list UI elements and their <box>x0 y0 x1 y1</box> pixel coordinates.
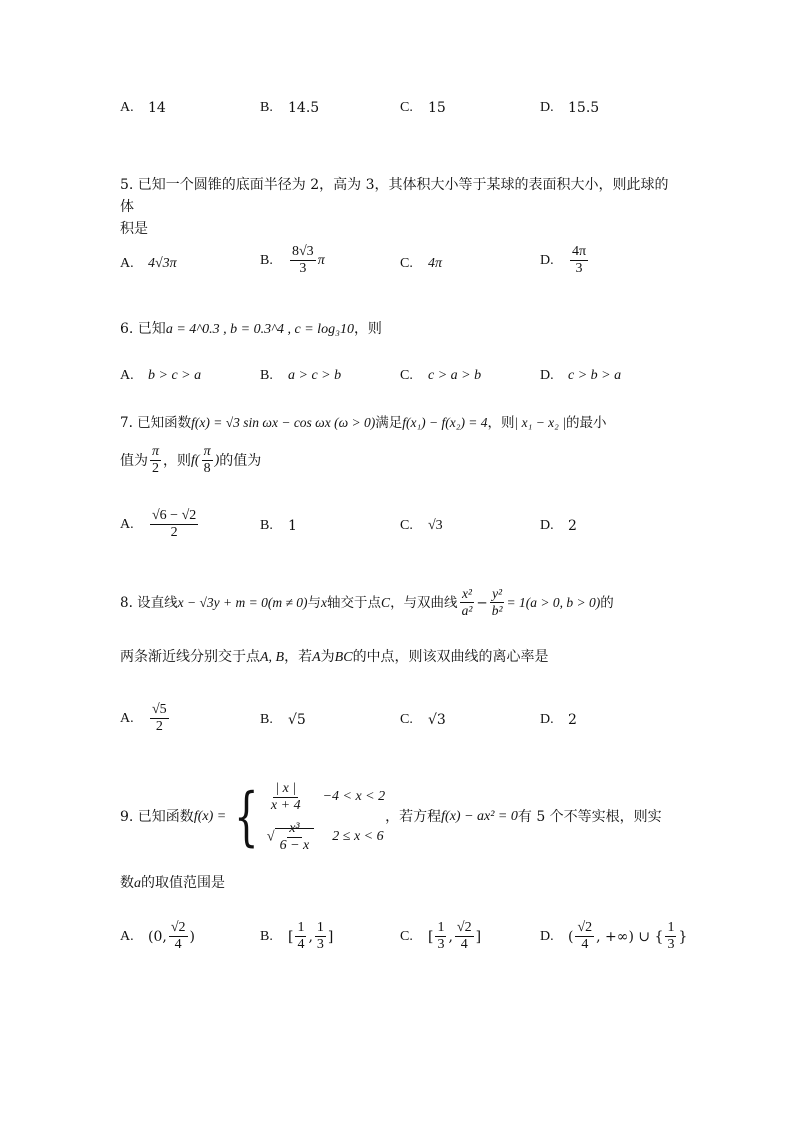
q6-stem: 6. 已知a = 4^0.3 , b = 0.3^4 , c = log₃10，则 <box>120 321 382 337</box>
piece-2: √ $\frac{\text{x³}}{6 - x}$ 2 ≤ x < 6 <box>266 820 384 853</box>
q4-option-d[interactable]: D. 15.5 <box>540 100 600 116</box>
q9-line1: 9. 已知函数 f(x) = { $\frac{| x |}{x + 4}$ −4 < x < 2 √ $\frac{\text{x³}}{6 - x}$ 2 ≤ x < 6 ，若方程 f(x) − ax² = 0 有 5 个不等实根，则实 <box>120 772 680 862</box>
q4-option-c[interactable]: C. 15 <box>400 100 446 116</box>
q6-option-a[interactable]: A. b > c > a <box>120 368 202 383</box>
q8-options <box>120 702 700 744</box>
q5-line2: 积是 <box>120 221 148 237</box>
q4-option-a[interactable]: A. 14 <box>120 100 166 116</box>
q5-option-b[interactable]: B. $\frac{8√3}{3}$ π <box>260 244 325 276</box>
q5-stem <box>120 174 680 240</box>
q8-line1: 8. 设直线 x − √3y + m = 0(m ≠ 0) 与 x 轴交于点 C ，与双曲线 $\frac{\text{x²}}{\text{a²}}$ − $\frac{\text{y²}}{\text{b²}}$ = 1(a > 0, b > 0) 的 <box>120 586 614 618</box>
q7-option-c[interactable]: C. √3 <box>400 518 443 533</box>
q8-option-c[interactable]: C. √3 <box>400 712 446 728</box>
q6-option-c[interactable]: C. c > a > b <box>400 368 482 383</box>
q5-option-d[interactable]: D. $\frac{4\pi}{3}$ <box>540 244 587 276</box>
q5-option-c[interactable]: C. 4π <box>400 256 443 271</box>
q9-option-d[interactable]: D. ( $\frac{√2}{4}$ , +∞) ∪ { $\frac{1}{3}$ } <box>540 920 688 952</box>
q9-option-c[interactable]: C. [ $\frac{1}{3}$ , $\frac{√2}{4}$ ] <box>400 920 482 952</box>
q7-line2: 值为 $\frac{\pi}{2}$ ，则 f( $\frac{\pi}{8}$ ) 的值为 <box>120 444 262 476</box>
q7-pi-over-8: $\frac{\pi}{8}$ <box>203 444 211 476</box>
q7-option-a[interactable]: A. $\frac{√6 - √2}{2}$ <box>120 508 197 540</box>
q8-a-fraction: $\frac{√5}{2}$ <box>152 702 167 734</box>
q8-line2: 两条渐近线分别交于点A, B，若A为BC的中点，则该双曲线的离心率是 <box>120 649 549 665</box>
q9-options <box>120 920 700 962</box>
q8-x2-over-a2: $\frac{\text{x²}}{\text{a²}}$ <box>461 586 473 618</box>
q7-line1: 7. 已知函数f(x) = √3 sin ωx − cos ωx (ω > 0)满足f(x₁) − f(x₂) = 4，则| x₁ − x₂ |的最小 <box>120 415 607 431</box>
q9-option-b[interactable]: B. [ $\frac{1}{4}$ , $\frac{1}{3}$ ] <box>260 920 334 952</box>
q7-pi-over-2: $\frac{\pi}{2}$ <box>152 444 160 476</box>
q8-option-d[interactable]: D. 2 <box>540 712 577 728</box>
q7-option-d[interactable]: D. 2 <box>540 518 577 534</box>
piecewise-brace: { <box>234 780 259 854</box>
q7-a-fraction: $\frac{√6 - √2}{2}$ <box>152 508 197 540</box>
q9-option-a[interactable]: A. (0, $\frac{√2}{4}$ ) <box>120 920 195 952</box>
q6-option-b[interactable]: B. a > c > b <box>260 368 342 383</box>
piece-1: $\frac{| x |}{x + 4}$ −4 < x < 2 <box>270 780 386 813</box>
q9-line2: 数a的取值范围是 <box>120 875 225 891</box>
q4-option-b[interactable]: B. 14.5 <box>260 100 320 116</box>
q5-options <box>120 244 700 284</box>
q8-option-b[interactable]: B. √5 <box>260 712 306 728</box>
q5-line1: 5. 已知一个圆锥的底面半径为 2，高为 3，其体积大小等于某球的表面积大小，则此球的体 <box>120 177 669 215</box>
q7-option-b[interactable]: B. 1 <box>260 518 297 534</box>
q7-options <box>120 508 700 550</box>
q8-y2-over-b2: $\frac{\text{y²}}{\text{b²}}$ <box>491 586 503 618</box>
q6-option-d[interactable]: D. c > b > a <box>540 368 622 383</box>
q5-d-fraction: $\frac{4\pi}{3}$ <box>572 244 587 276</box>
q5-option-a[interactable]: A. 4√3π <box>120 256 177 271</box>
piecewise-cases <box>267 777 385 857</box>
q8-option-a[interactable]: A. $\frac{√5}{2}$ <box>120 702 167 734</box>
q5-b-fraction: $\frac{8√3}{3}$ <box>292 244 314 276</box>
